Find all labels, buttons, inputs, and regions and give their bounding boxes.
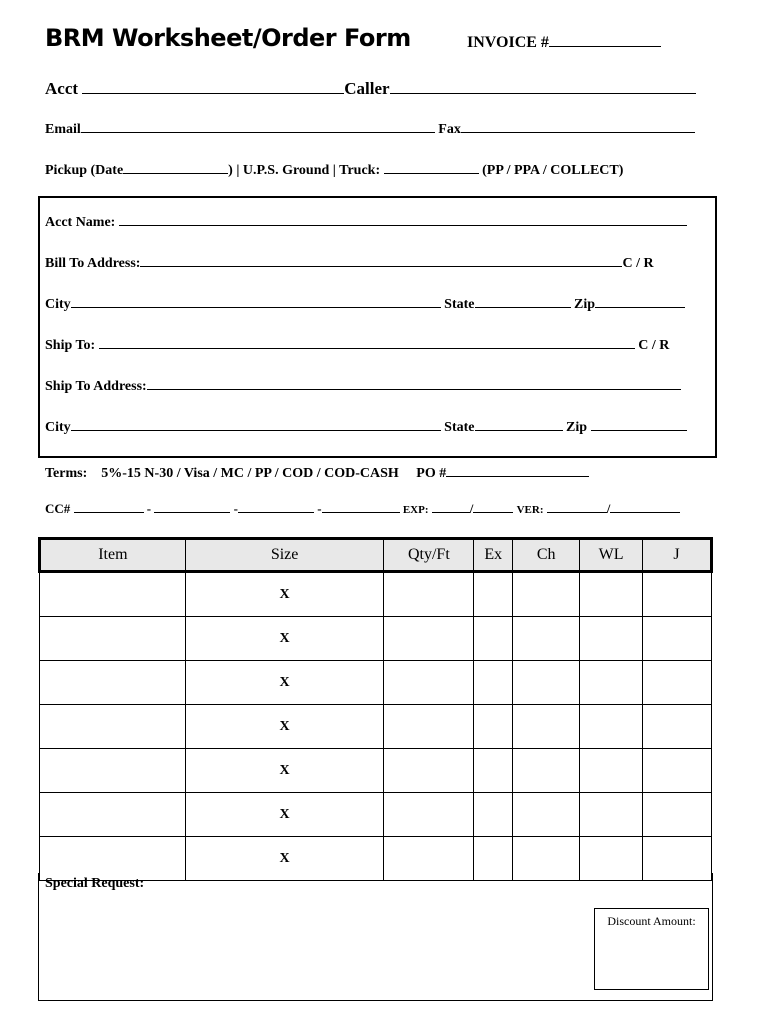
ex-cell[interactable] [474, 572, 513, 617]
acct-line[interactable] [82, 92, 344, 94]
bill-state-line[interactable] [475, 306, 571, 308]
ship-state-line[interactable] [475, 429, 563, 431]
terms-row [45, 466, 589, 482]
cc-label: CC# [45, 501, 71, 516]
pickup-row [45, 163, 623, 179]
bill-zip-label: Zip [574, 297, 596, 312]
wl-cell[interactable] [580, 793, 643, 837]
qty-cell[interactable] [384, 749, 474, 793]
table-row [40, 572, 712, 617]
cc-dash-2: - [233, 501, 238, 516]
ship-address-line[interactable] [147, 388, 681, 390]
cc-dash-3: - [317, 501, 322, 516]
header-item: Item [40, 539, 186, 572]
ship-city-label: City [45, 420, 71, 435]
ver-slash: / [606, 501, 611, 516]
ver-line-1[interactable] [547, 511, 607, 513]
bill-to-cr[interactable]: C / R [622, 256, 654, 271]
email-fax-row [45, 122, 695, 138]
size-cell[interactable]: X [185, 705, 384, 749]
ship-to-cr[interactable]: C / R [638, 338, 670, 353]
ship-city-line[interactable] [71, 429, 441, 431]
pickup-date-line[interactable] [123, 172, 228, 174]
table-header-row [40, 539, 712, 572]
cc-dash-1: - [146, 501, 152, 516]
wl-cell[interactable] [580, 572, 643, 617]
ship-zip-label: Zip [566, 420, 588, 435]
cc-part-4[interactable] [322, 511, 400, 513]
bill-state-label: State [444, 297, 475, 312]
ex-cell[interactable] [474, 749, 513, 793]
header-qty: Qty/Ft [384, 539, 474, 572]
exp-slash: / [469, 501, 474, 516]
cc-part-2[interactable] [154, 511, 230, 513]
j-cell[interactable] [643, 661, 712, 705]
table-row [40, 617, 712, 661]
item-cell[interactable] [40, 749, 186, 793]
terms-label: Terms: [45, 466, 88, 481]
table-row [40, 793, 712, 837]
ship-state-label: State [444, 420, 475, 435]
ship-to-line[interactable] [99, 347, 635, 349]
bill-to-row [45, 256, 654, 272]
item-cell[interactable] [40, 617, 186, 661]
size-cell[interactable]: X [185, 617, 384, 661]
j-cell[interactable] [643, 572, 712, 617]
acct-caller-row [45, 79, 696, 99]
header-j: J [643, 539, 712, 572]
ver-line-2[interactable] [610, 511, 680, 513]
pickup-close: ) | [228, 163, 240, 178]
fax-label: Fax [438, 122, 461, 137]
bill-zip-line[interactable] [595, 306, 685, 308]
pickup-label: Pickup (Date [45, 163, 124, 178]
item-cell[interactable] [40, 705, 186, 749]
wl-cell[interactable] [580, 749, 643, 793]
j-cell[interactable] [643, 617, 712, 661]
header-ch: Ch [513, 539, 580, 572]
ex-cell[interactable] [474, 617, 513, 661]
acct-name-row [45, 215, 687, 231]
qty-cell[interactable] [384, 572, 474, 617]
table-row [40, 705, 712, 749]
truck-line[interactable] [384, 172, 479, 174]
ship-address-label: Ship To Address: [45, 379, 147, 394]
invoice-line[interactable] [549, 45, 661, 47]
table-row [40, 661, 712, 705]
form-title: BRM Worksheet/Order Form [45, 24, 411, 52]
discount-box[interactable] [594, 908, 709, 990]
caller-label: Caller [344, 79, 390, 98]
ship-address-row [45, 379, 681, 395]
item-cell[interactable] [40, 572, 186, 617]
invoice-field[interactable] [467, 34, 661, 52]
header-wl: WL [580, 539, 643, 572]
ch-cell[interactable] [513, 572, 580, 617]
acct-label: Acct [45, 79, 79, 98]
bill-city-line[interactable] [71, 306, 441, 308]
qty-cell[interactable] [384, 661, 474, 705]
size-cell[interactable]: X [185, 661, 384, 705]
j-cell[interactable] [643, 705, 712, 749]
ups-label[interactable]: U.P.S. Ground | [242, 163, 336, 178]
payment-options[interactable]: (PP / PPA / COLLECT) [482, 163, 624, 178]
wl-cell[interactable] [580, 617, 643, 661]
ch-cell[interactable] [513, 749, 580, 793]
bill-to-line[interactable] [140, 265, 622, 267]
item-cell[interactable] [40, 793, 186, 837]
wl-cell[interactable] [580, 661, 643, 705]
ship-to-row [45, 338, 669, 354]
acct-name-label: Acct Name: [45, 215, 116, 230]
exp-label: EXP: [402, 504, 429, 516]
qty-cell[interactable] [384, 617, 474, 661]
ver-label: VER: [516, 504, 544, 516]
po-line[interactable] [446, 475, 589, 477]
exp-month-line[interactable] [432, 511, 470, 513]
qty-cell[interactable] [384, 793, 474, 837]
cc-row [45, 501, 680, 517]
cc-part-1[interactable] [74, 511, 144, 513]
special-request-label: Special Request: [45, 876, 145, 891]
ex-cell[interactable] [474, 793, 513, 837]
header-ex: Ex [474, 539, 513, 572]
size-cell[interactable]: X [185, 572, 384, 617]
email-label: Email [45, 122, 81, 137]
discount-label: Discount Amount: [607, 914, 696, 928]
items-table [38, 537, 713, 881]
qty-cell[interactable] [384, 705, 474, 749]
bill-city-label: City [45, 297, 71, 312]
truck-label: Truck: [339, 163, 381, 178]
invoice-label: INVOICE # [467, 34, 549, 51]
table-row [40, 749, 712, 793]
ship-zip-line[interactable] [591, 429, 687, 431]
address-box [38, 196, 717, 458]
bill-to-label: Bill To Address: [45, 256, 141, 271]
ch-cell[interactable] [513, 705, 580, 749]
po-label: PO # [416, 466, 447, 481]
ch-cell[interactable] [513, 617, 580, 661]
ship-city-row [45, 420, 687, 436]
cc-part-3[interactable] [238, 511, 314, 513]
item-cell[interactable] [40, 661, 186, 705]
header-size: Size [185, 539, 384, 572]
ship-to-label: Ship To: [45, 338, 96, 353]
size-cell[interactable]: X [185, 749, 384, 793]
ex-cell[interactable] [474, 705, 513, 749]
wl-cell[interactable] [580, 705, 643, 749]
ch-cell[interactable] [513, 793, 580, 837]
caller-line[interactable] [390, 92, 696, 94]
size-cell[interactable]: X [185, 793, 384, 837]
bill-city-row [45, 297, 685, 313]
terms-options[interactable]: 5%-15 N-30 / Visa / MC / PP / COD / COD-CASH [101, 466, 399, 481]
ch-cell[interactable] [513, 661, 580, 705]
fax-line[interactable] [461, 131, 695, 133]
ex-cell[interactable] [474, 661, 513, 705]
email-line[interactable] [81, 131, 435, 133]
acct-name-line[interactable] [119, 224, 687, 226]
exp-year-line[interactable] [473, 511, 513, 513]
size-cell[interactable]: X [185, 837, 384, 881]
j-cell[interactable] [643, 749, 712, 793]
j-cell[interactable] [643, 793, 712, 837]
